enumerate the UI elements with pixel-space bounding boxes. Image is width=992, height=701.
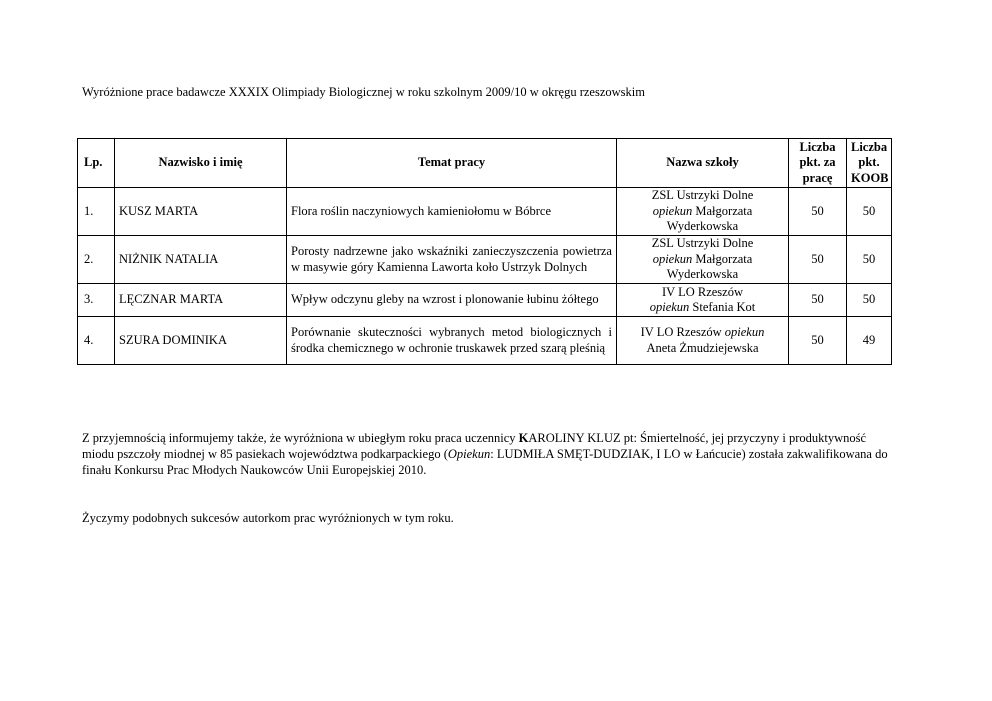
announcement-text-c: : LUDMIŁA SMĘT-DUDZIAK, I LO w Łańcucie) została zakwalifikowana do finału Konkursu Prac Młodych Naukowców Unii Europejskiej 2010. <box>82 447 888 477</box>
header-school: Nazwa szkoły <box>617 139 789 188</box>
header-lp: Lp. <box>78 139 115 188</box>
cell-koob: 50 <box>847 188 892 236</box>
school-supervisor-label: opiekun <box>724 325 765 339</box>
header-name: Nazwisko i imię <box>115 139 287 188</box>
header-points-line1: Liczba <box>799 139 836 154</box>
cell-koob: 50 <box>847 284 892 317</box>
cell-name: KUSZ MARTA <box>115 188 287 236</box>
table-row <box>78 188 892 236</box>
cell-points: 50 <box>789 317 847 365</box>
cell-lp: 3. <box>78 284 115 317</box>
cell-topic: Porosty nadrzewne jako wskaźniki zanieczyszczenia powietrza w masywie góry Kamienna Laworta koło Ustrzyk Dolnych <box>287 236 617 284</box>
school-supervisor-name: Stefania Kot <box>689 300 756 314</box>
header-koob-line1: Liczba <box>851 139 888 154</box>
cell-school <box>617 284 789 317</box>
school-line3: Wyderkowska <box>666 267 739 282</box>
school-supervisor-label: opiekun <box>649 300 690 314</box>
table-header-row <box>78 139 892 188</box>
school-line3: Aneta Żmudziejewska <box>646 340 759 355</box>
table-row <box>78 284 892 317</box>
results-table <box>77 138 892 365</box>
cell-koob: 49 <box>847 317 892 365</box>
school-supervisor-name: Małgorzata <box>692 251 753 266</box>
school-line1: ZSL Ustrzyki Dolne <box>651 236 754 251</box>
table-row <box>78 317 892 365</box>
cell-school <box>617 188 789 236</box>
document-heading: Wyróżnione prace badawcze XXXIX Olimpiady Biologicznej w roku szkolnym 2009/10 w okręgu rzeszowskim <box>82 85 645 99</box>
cell-koob: 50 <box>847 236 892 284</box>
school-line3: Wyderkowska <box>666 219 739 234</box>
cell-points: 50 <box>789 188 847 236</box>
cell-school <box>617 317 789 365</box>
cell-lp: 2. <box>78 236 115 284</box>
table-row <box>78 236 892 284</box>
cell-school <box>617 236 789 284</box>
cell-topic: Wpływ odczynu gleby na wzrost i plonowanie łubinu żółtego <box>287 284 617 317</box>
school-supervisor-label: opiekun <box>652 251 693 266</box>
header-points-line3: pracę <box>802 170 833 185</box>
cell-name: NIŻNIK NATALIA <box>115 236 287 284</box>
announcement-italic: Opiekun <box>447 447 491 461</box>
header-koob <box>847 139 892 188</box>
school-supervisor-label: opiekun <box>652 203 693 218</box>
school-line1: ZSL Ustrzyki Dolne <box>651 188 754 203</box>
header-koob-line3: KOOB <box>851 170 889 185</box>
closing-paragraph: Życzymy podobnych sukcesów autorkom prac wyróżnionych w tym roku. <box>82 511 454 525</box>
cell-points: 50 <box>789 236 847 284</box>
header-points-line2: pkt. za <box>799 155 836 170</box>
header-points <box>789 139 847 188</box>
header-topic: Temat pracy <box>287 139 617 188</box>
cell-points: 50 <box>789 284 847 317</box>
header-koob-line2: pkt. <box>858 155 880 170</box>
cell-lp: 4. <box>78 317 115 365</box>
announcement-text-b: AROLINY KLUZ pt: Śmiertelność, jej przyczyny i produktywność miodu pszczoły miodnej w 85 pasiekach województwa podkarpackiego ( <box>82 431 867 461</box>
announcement-text-a: Z przyjemnością informujemy także, że wyróżniona w ubiegłym roku praca uczennicy <box>82 431 519 445</box>
announcement-bold-initial: K <box>518 431 529 445</box>
school-supervisor-name: Małgorzata <box>692 203 753 218</box>
announcement-paragraph <box>82 430 892 478</box>
cell-topic: Porównanie skuteczności wybranych metod biologicznych i środka chemicznego w ochronie truskawek przed szarą pleśnią <box>287 317 617 365</box>
school-line1: IV LO Rzeszów <box>662 284 743 299</box>
school-line1: IV LO Rzeszów <box>640 325 725 339</box>
cell-lp: 1. <box>78 188 115 236</box>
cell-name: LĘCZNAR MARTA <box>115 284 287 317</box>
cell-name: SZURA DOMINIKA <box>115 317 287 365</box>
cell-topic: Flora roślin naczyniowych kamieniołomu w Bóbrce <box>287 188 617 236</box>
